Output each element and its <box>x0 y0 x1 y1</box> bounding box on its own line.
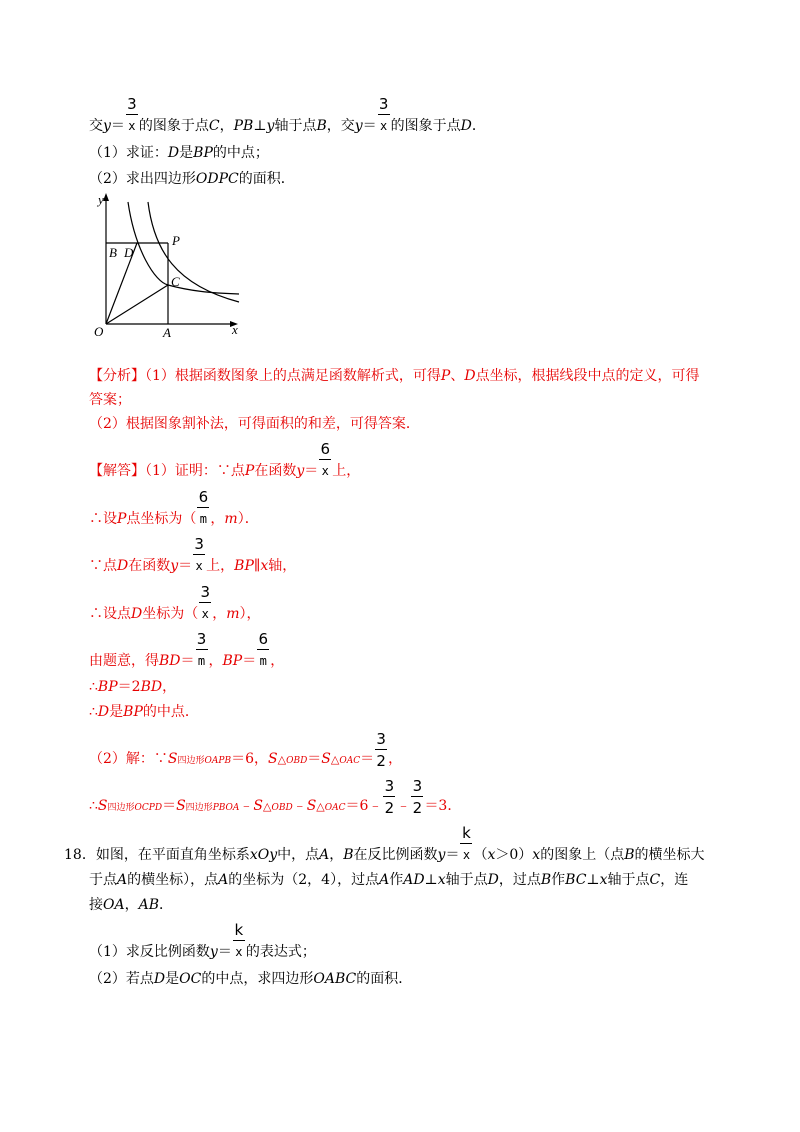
equals: ＝ <box>445 847 460 863</box>
numerator: 3 <box>412 777 423 795</box>
text: 轴于点 <box>274 118 317 134</box>
parallel-symbol: ∥ <box>253 558 261 574</box>
label-p: P <box>172 233 180 248</box>
label-d: D <box>124 245 134 260</box>
fraction-6-over-m <box>256 630 270 670</box>
denominator: x <box>321 464 329 478</box>
minus: ﹣ <box>396 798 411 814</box>
text: ∴ <box>89 679 98 695</box>
text: 作 <box>551 872 566 888</box>
text: 、 <box>450 368 465 384</box>
subscript: OBD <box>286 756 308 766</box>
text: 的面积． <box>356 971 413 987</box>
triangle-symbol: △ <box>316 800 325 813</box>
text: ＞0） <box>495 847 533 863</box>
denominator: x <box>128 119 136 133</box>
var-ad: AD <box>403 872 425 888</box>
var-s: S <box>321 751 331 767</box>
text: ＝6， <box>231 751 269 767</box>
q18-question-2 <box>89 970 412 988</box>
text: ，过点 <box>498 872 541 888</box>
var-x: x <box>532 847 541 863</box>
text: ∵点 <box>89 558 117 574</box>
var-oabc: OABC <box>313 971 357 987</box>
q18-question-1 <box>89 921 316 961</box>
fraction-6-over-m <box>196 488 210 528</box>
text: ，交 <box>326 118 355 134</box>
var-d: D <box>464 368 476 384</box>
fraction-3-over-x <box>192 535 206 575</box>
var-odpc: ODPC <box>195 171 239 187</box>
denominator: m <box>199 512 208 526</box>
var-x: x <box>599 872 608 888</box>
numerator: 3 <box>378 95 389 113</box>
var-y: y <box>296 463 305 479</box>
numerator: 3 <box>200 583 210 601</box>
denominator: x <box>380 119 388 133</box>
fraction-3-over-2 <box>382 777 396 817</box>
fraction-bar <box>126 114 138 115</box>
fraction-3-over-x <box>198 583 212 623</box>
numerator: 3 <box>127 95 137 113</box>
var-b: B <box>343 847 354 863</box>
text: 中，点 <box>277 847 320 863</box>
text: 点坐标为（ <box>126 511 197 527</box>
var-d: D <box>167 145 180 161</box>
var-d: D <box>153 971 166 987</box>
text: 由题意，得 <box>89 653 159 669</box>
var-a: A <box>218 872 229 888</box>
solution-line-8 <box>89 730 403 770</box>
perp-symbol: ⊥ <box>253 118 267 134</box>
text: ）． <box>237 511 259 527</box>
var-bd: BD <box>140 679 163 695</box>
q18-line-3 <box>89 896 173 914</box>
subscript: PBOA <box>212 803 240 813</box>
text: ． <box>471 118 486 134</box>
q18-line-1 <box>64 824 705 864</box>
perp-symbol: ⊥ <box>586 872 600 888</box>
equals: ＝ <box>162 798 177 814</box>
text: （2）求出四边形 <box>89 171 196 187</box>
fraction-bar <box>196 649 208 650</box>
var-xoy: xOy <box>249 847 278 863</box>
text: 在反比例函数 <box>353 847 438 863</box>
solution-tag: 【解答】 <box>89 463 145 479</box>
solution-line-4 <box>89 583 261 623</box>
solution-line-7 <box>89 703 199 721</box>
text: （ <box>473 847 488 863</box>
var-x: x <box>260 558 269 574</box>
var-oc: OC <box>179 971 202 987</box>
var-b: B <box>316 118 327 134</box>
var-d: D <box>487 872 499 888</box>
equals: ＝ <box>360 751 375 767</box>
fraction-bar <box>233 940 245 941</box>
text: 的坐标为（2，4），过点 <box>228 872 380 888</box>
text: ∴设点 <box>89 606 131 622</box>
text: ＝3． <box>424 798 462 814</box>
text: 的面积． <box>238 171 295 187</box>
var-p: P <box>244 463 255 479</box>
var-p: P <box>117 511 127 527</box>
numerator: k <box>462 824 471 842</box>
equals: ＝ <box>110 118 125 134</box>
var-s: S <box>253 798 263 814</box>
var-m: m <box>226 606 240 622</box>
solution-line-6 <box>89 678 176 696</box>
text: 答案； <box>89 392 131 408</box>
var-d: D <box>460 118 472 134</box>
var-bp: BP <box>193 145 213 161</box>
text: ， <box>270 653 285 669</box>
minus: ﹣ <box>292 798 307 814</box>
var-b: B <box>540 872 552 888</box>
text: ， <box>162 679 177 695</box>
denominator: 2 <box>412 799 423 817</box>
denominator: m <box>197 654 206 668</box>
coordinate-graph <box>90 190 250 340</box>
var-y: y <box>266 118 275 134</box>
denominator: x <box>195 559 203 573</box>
fraction-bar <box>193 554 205 555</box>
text: ）， <box>239 606 261 622</box>
numerator: 6 <box>258 630 268 648</box>
denominator: 2 <box>376 752 386 770</box>
text: ， <box>124 897 139 913</box>
fraction-3-over-x <box>125 95 139 135</box>
var-pb: PB <box>233 118 254 134</box>
text: ． <box>159 897 173 913</box>
equals: ＝ <box>304 463 319 479</box>
text: 轴于点 <box>607 872 650 888</box>
text: 的图象于点 <box>138 118 209 134</box>
text: 的横坐标），点 <box>127 872 219 888</box>
fraction-3-over-x <box>377 95 391 135</box>
text: 作 <box>389 872 404 888</box>
text: 的图象于点 <box>390 118 461 134</box>
var-bd: BD <box>159 653 181 669</box>
text: 点坐标，根据线段中点的定义，可得 <box>475 368 700 384</box>
var-s: S <box>268 751 278 767</box>
text: 的中点； <box>212 145 269 161</box>
analysis-line-2 <box>89 391 131 409</box>
var-a: A <box>117 872 128 888</box>
var-d: D <box>131 606 143 622</box>
var-bc: BC <box>565 872 587 888</box>
label-o: O <box>94 324 104 339</box>
fraction-bar <box>319 459 331 460</box>
text: 的图象上（点 <box>540 847 625 863</box>
text: ∴ <box>89 704 98 720</box>
analysis-line-3 <box>89 415 420 433</box>
denominator: 2 <box>384 799 395 817</box>
equals: ＝ <box>217 944 232 960</box>
equals: ＝ <box>178 558 193 574</box>
text: 的中点，求四边形 <box>201 971 314 987</box>
subscript: 四边形 <box>185 803 213 813</box>
label-y: y <box>98 192 104 207</box>
fraction-bar <box>199 602 211 603</box>
text: 的横坐标大 <box>634 847 705 863</box>
denominator: x <box>462 848 471 862</box>
var-ab: AB <box>138 897 159 913</box>
text: 上， <box>332 463 361 479</box>
label-a: A <box>163 325 171 340</box>
fraction-bar <box>383 796 395 797</box>
solution-line-3 <box>89 535 297 575</box>
segment-oc <box>106 285 168 324</box>
var-d: D <box>117 558 129 574</box>
var-y: y <box>103 118 111 134</box>
solution-line-9 <box>89 777 462 817</box>
var-bp: BP <box>97 679 118 695</box>
text: （2）根据图象割补法，可得面积的和差，可得答案． <box>89 416 420 432</box>
text: （1）根据函数图象上的点满足函数解析式，可得 <box>145 368 441 384</box>
text: 如图，在平面直角坐标系 <box>95 847 250 863</box>
fraction-bar <box>411 796 423 797</box>
var-bp: BP <box>234 558 254 574</box>
text: ， <box>208 653 223 669</box>
var-s: S <box>306 798 317 814</box>
equals: ＝ <box>362 118 377 134</box>
text: ， <box>212 606 227 622</box>
fraction-bar <box>460 843 472 844</box>
text: （2）解：∵ <box>89 751 168 767</box>
text: （1）证明：∵点 <box>145 463 245 479</box>
curve-y-3-over-x <box>128 202 239 294</box>
curve-y-6-over-x <box>148 202 239 302</box>
var-y: y <box>209 944 218 960</box>
solution-line-5 <box>89 630 285 670</box>
label-c: C <box>171 274 180 289</box>
subscript: OAPB <box>204 756 232 766</box>
equals: ＝ <box>242 653 257 669</box>
fraction-bar <box>197 507 209 508</box>
var-x: x <box>487 847 496 863</box>
var-p: P <box>440 368 451 384</box>
intro-line <box>89 95 486 135</box>
var-x: x <box>437 872 446 888</box>
var-m: m <box>224 511 238 527</box>
subscript: OCPD <box>134 803 163 813</box>
text: 轴， <box>268 558 297 574</box>
subscript: OAC <box>339 756 361 766</box>
var-bp: BP <box>222 653 243 669</box>
var-a: A <box>379 872 390 888</box>
text: 的表达式； <box>245 944 316 960</box>
equals: ＝ <box>180 653 195 669</box>
text: （1）求证： <box>89 145 168 161</box>
var-b: B <box>624 847 635 863</box>
text: （1）求反比例函数 <box>89 944 210 960</box>
text: 上， <box>206 558 235 574</box>
subscript: 四边形 <box>177 756 205 766</box>
numerator: 3 <box>196 630 207 648</box>
var-y: y <box>354 118 363 134</box>
numerator: 3 <box>376 730 386 748</box>
text: ，连 <box>660 872 689 888</box>
fraction-6-over-x <box>318 440 332 480</box>
y-axis-arrow <box>103 193 109 201</box>
question-2 <box>89 170 295 188</box>
solution-line-1 <box>89 440 361 480</box>
fraction-3-over-2 <box>374 730 388 770</box>
text: ＝2 <box>117 679 141 695</box>
question-number: 18． <box>64 847 96 863</box>
fraction-k-over-x <box>232 921 246 961</box>
subscript: 四边形 <box>107 803 135 813</box>
solution-line-2 <box>89 488 259 528</box>
q18-line-2 <box>89 871 688 889</box>
text: 于点 <box>89 872 117 888</box>
minus: ﹣ <box>239 798 254 814</box>
text: 交 <box>89 118 103 134</box>
var-c: C <box>208 118 220 134</box>
text: ， <box>219 118 234 134</box>
triangle-symbol: △ <box>277 753 287 766</box>
analysis-tag: 【分析】 <box>89 368 145 384</box>
perp-symbol: ⊥ <box>424 872 438 888</box>
fraction-bar <box>375 749 387 750</box>
var-oa: OA <box>103 897 125 913</box>
fraction-bar <box>378 114 390 115</box>
var-y: y <box>437 847 446 863</box>
var-s: S <box>167 751 178 767</box>
fraction-k-over-x <box>459 824 473 864</box>
var-s: S <box>97 798 108 814</box>
text: 是 <box>179 145 194 161</box>
fraction-3-over-2 <box>410 777 424 817</box>
text: 接 <box>89 897 103 913</box>
denominator: x <box>201 607 209 621</box>
denominator: x <box>235 945 243 959</box>
question-1 <box>89 144 269 162</box>
analysis-line-1 <box>89 367 700 385</box>
text: 在函数 <box>254 463 297 479</box>
text: ， <box>210 511 225 527</box>
text: 在函数 <box>128 558 171 574</box>
numerator: 6 <box>198 488 209 506</box>
numerator: 6 <box>320 440 331 458</box>
var-bp: BP <box>123 704 143 720</box>
var-a: A <box>319 847 330 863</box>
text: 的中点． <box>142 704 199 720</box>
fraction-bar <box>257 649 269 650</box>
subscript: OBD <box>271 803 293 813</box>
var-s: S <box>176 798 186 814</box>
text: ∴ <box>89 798 98 814</box>
text: 轴于点 <box>445 872 488 888</box>
fraction-3-over-m <box>195 630 209 670</box>
var-d: D <box>97 704 110 720</box>
denominator: m <box>259 654 267 668</box>
subscript: OAC <box>324 803 346 813</box>
numerator: k <box>234 921 244 939</box>
text: ∴设 <box>89 511 117 527</box>
equals: ＝ <box>307 751 322 767</box>
var-y: y <box>170 558 179 574</box>
text: ， <box>388 751 403 767</box>
text: （2）若点 <box>89 971 154 987</box>
text: 是 <box>109 704 124 720</box>
numerator: 3 <box>384 777 395 795</box>
text: 坐标为（ <box>142 606 199 622</box>
text: ， <box>329 847 344 863</box>
triangle-symbol: △ <box>330 753 340 766</box>
var-c: C <box>649 872 661 888</box>
numerator: 3 <box>194 535 204 553</box>
triangle-symbol: △ <box>263 800 272 813</box>
text: 是 <box>165 971 180 987</box>
label-b: B <box>109 245 117 260</box>
label-x: x <box>232 322 238 337</box>
text: ＝6﹣ <box>345 798 383 814</box>
